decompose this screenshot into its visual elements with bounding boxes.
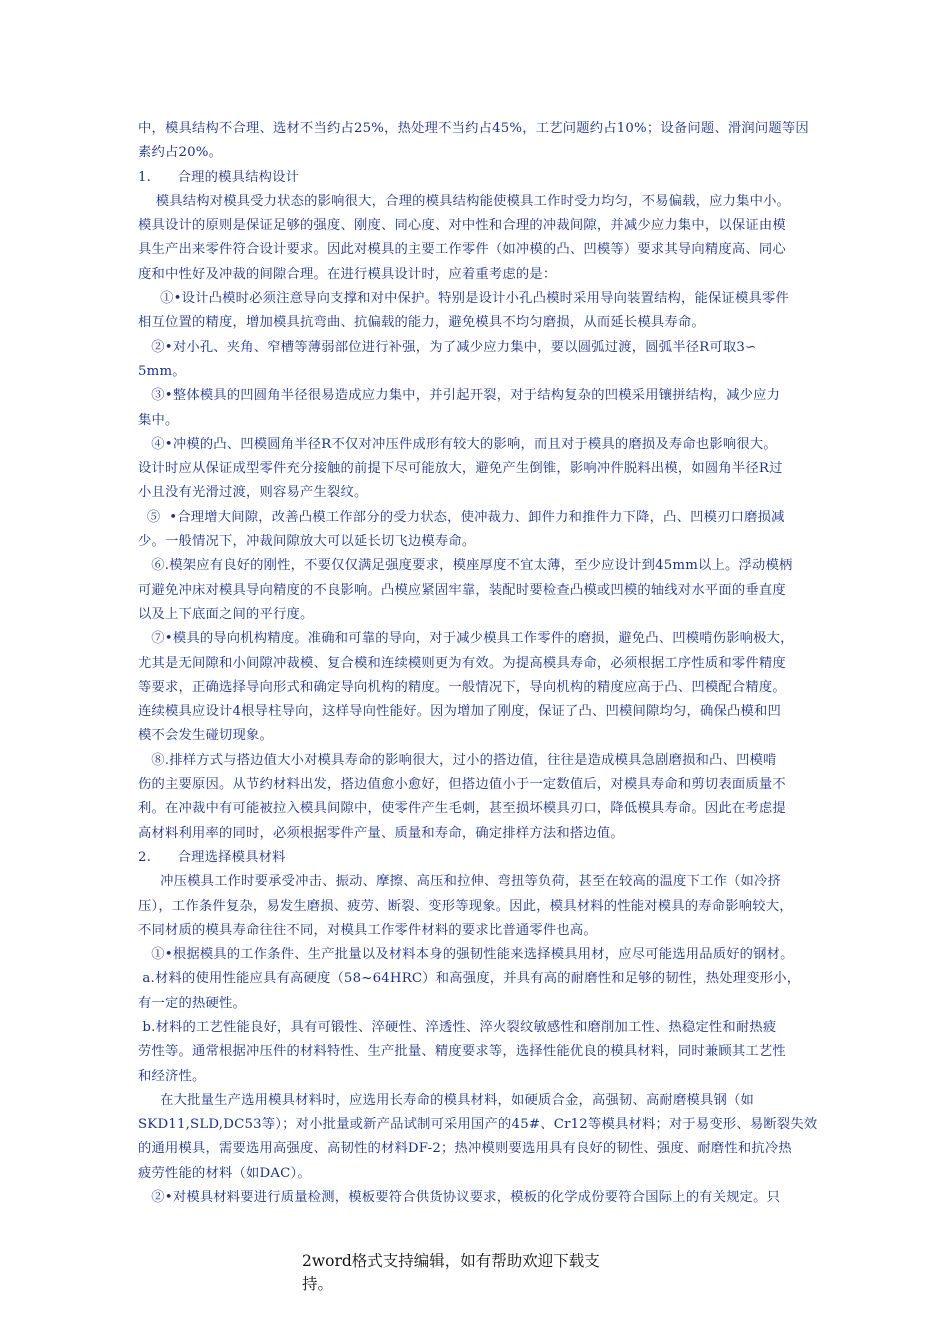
text-line: 具生产出来零件符合设计要求。因此对模具的主要工作零件（如冲模的凸、凹模等）要求其导向精度高、同心 — [138, 242, 786, 258]
text-line: 度和中性好及冲裁的间隙合理。在进行模具设计时，应着重考虑的是： — [138, 266, 557, 282]
text-line: ②•对小孔、夹角、窄槽等薄弱部位进行补强，为了减少应力集中，要以圆弧过渡，圆弧半径R可取3∽ — [138, 339, 757, 355]
text-line: 以及上下底面之间的平行度。 — [138, 606, 314, 622]
text-line: ⑦•模具的导向机构精度。准确和可靠的导向，对于减少模具工作零件的磨损，避免凸、凹模啃伤影响极大， — [138, 631, 794, 647]
text-line: ⑤ •合理增大间隙，改善凸模工作部分的受力状态，使冲裁力、卸件力和推件力下降，凸、凹模刃口磨损减 — [138, 509, 785, 525]
text-line: 的通用模具，需要选用高强度、高韧性的材料DF-2；热冲模则要选用具有良好的韧性、强度、耐磨性和抗冷热 — [138, 1141, 792, 1157]
text-line: 少。一般情况下，冲裁间隙放大可以延长切飞边模寿命。 — [138, 534, 476, 550]
text-line: 2. 合理选择模具材料 — [138, 849, 286, 865]
text-line: 连续模具应设计4根导柱导向，这样导向性能好。因为增加了刚度，保证了凸、凹模间隙均匀，确保凸模和凹 — [138, 704, 782, 720]
text-line: 相互位置的精度，增加模具抗弯曲、抗偏载的能力，避免模具不均匀磨损，从而延长模具寿命。 — [138, 315, 705, 331]
text-line: 高材料利用率的同时，必须根据零件产量、质量和寿命，确定排样方法和搭边值。 — [138, 825, 624, 841]
text-line: 素约占20%。 — [138, 145, 223, 161]
document-body — [138, 117, 818, 1210]
text-line: 模具结构对模具受力状态的影响很大，合理的模具结构能使模具工作时受力均匀，不易偏载，应力集中小。 — [138, 193, 791, 209]
text-line: 伤的主要原因。从节约材料出发，搭边值愈小愈好，但搭边值小于一定数值后，对模具寿命和剪切表面质量不 — [138, 777, 786, 793]
text-line: 疲劳性能的材料（如DAC）。 — [138, 1165, 311, 1181]
text-line: ⑥.模架应有良好的刚性，不要仅仅满足强度要求，模座厚度不宜太薄，至少应设计到45mm以上。浮动模柄 — [138, 558, 793, 574]
text-line: 小且没有光滑过渡，则容易产生裂纹。 — [138, 485, 368, 501]
text-line: ①•根据模具的工作条件、生产批量以及材料本身的强韧性能来选择模具用材，应尽可能选用品质好的钢材。 — [138, 947, 794, 963]
footer-line-1: 2word格式支持编辑，如有帮助欢迎下载支 — [302, 1252, 600, 1270]
text-line: 模不会发生碰切现象。 — [138, 728, 273, 744]
text-line: 等要求，正确选择导向形式和确定导向机构的精度。一般情况下，导向机构的精度应高于凸、凹模配合精度。 — [138, 679, 786, 695]
text-line: 有一定的热硬性。 — [138, 995, 246, 1011]
text-line: ①•设计凸模时必须注意导向支撑和对中保护。特别是设计小孔凸模时采用导向装置结构，能保证模具零件 — [138, 291, 790, 307]
text-line: 利。在冲裁中有可能被拉入模具间隙中，使零件产生毛刺，甚至损坏模具刃口，降低模具寿命。因此在考虑提 — [138, 801, 786, 817]
text-line: 5mm。 — [138, 363, 186, 379]
text-line: 劳性等。通常根据冲压件的材料特性、生产批量、精度要求等，选择性能优良的模具材料，同时兼顾其工艺性 — [138, 1044, 786, 1060]
text-line: ④•冲模的凸、凹模圆角半径R不仅对冲压件成形有较大的影响，而且对于模具的磨损及寿命也影响很大。 — [138, 436, 777, 452]
text-line: 不同材质的模具寿命往往不同，对模具工作零件材料的要求比普通零件也高。 — [138, 922, 597, 938]
text-line: 1. 合理的模具结构设计 — [138, 169, 300, 185]
text-line: 设计时应从保证成型零件充分接触的前提下尽可能放大，避免产生倒锥，影响冲件脱料出模，如圆角半径R过 — [138, 461, 783, 477]
text-line: 可避免冲床对模具导向精度的不良影响。凸模应紧固牢靠，装配时要检查凸模或凹模的轴线对水平面的垂直度 — [138, 582, 786, 598]
footer-line-2: 持。 — [302, 1275, 334, 1293]
text-line: 冲压模具工作时要承受冲击、振动、摩擦、高压和拉伸、弯扭等负荷，甚至在较高的温度下工作（如冷挤 — [138, 874, 781, 890]
text-line: ⑧.排样方式与搭边值大小对模具寿命的影响很大，过小的搭边值，往往是造成模具急剧磨损和凸、凹模啃 — [138, 752, 777, 768]
text-line: 和经济性。 — [138, 1068, 206, 1084]
text-line: ③•整体模具的凹圆角半径很易造成应力集中，并引起开裂，对于结构复杂的凹模采用镶拼结构，减少应力 — [138, 388, 781, 404]
text-line: 集中。 — [138, 412, 179, 428]
text-line: 在大批量生产选用模具材料时，应选用长寿命的模具材料，如硬质合金，高强韧、高耐磨模具钢（如 — [138, 1092, 754, 1108]
text-line: ②•对模具材料要进行质量检测，模板要符合供货协议要求，模板的化学成份要符合国际上的有关规定。只 — [138, 1190, 781, 1206]
text-line: 压），工作条件复杂，易发生磨损、疲劳、断裂、变形等现象。因此，模具材料的性能对模具的寿命影响较大， — [138, 898, 793, 914]
text-line: SKD11,SLD,DC53等）；对小批量或新产品试制可采用国产的45#、Cr12等模具材料；对于易变形、易断裂失效 — [138, 1117, 818, 1133]
text-line: a.材料的使用性能应具有高硬度（58~64HRC）和高强度，并具有高的耐磨性和足够的韧性，热处理变形小， — [138, 971, 801, 987]
text-line: 尤其是无间隙和小间隙冲裁模、复合模和连续模则更为有效。为提高模具寿命，必须根据工序性质和零件精度 — [138, 655, 786, 671]
page-footer — [302, 1250, 662, 1296]
text-line: 中，模具结构不合理、选材不当约占25%，热处理不当约占45%，工艺问题约占10%；设备问题、滑润问题等因 — [138, 121, 809, 136]
text-line: 模具设计的原则是保证足够的强度、刚度、同心度、对中性和合理的冲裁间隙，并减少应力集中，以保证由模 — [138, 218, 786, 234]
text-line: b.材料的工艺性能良好，具有可锻性、淬硬性、淬透性、淬火裂纹敏感性和磨削加工性、热稳定性和耐热疲 — [138, 1019, 777, 1035]
